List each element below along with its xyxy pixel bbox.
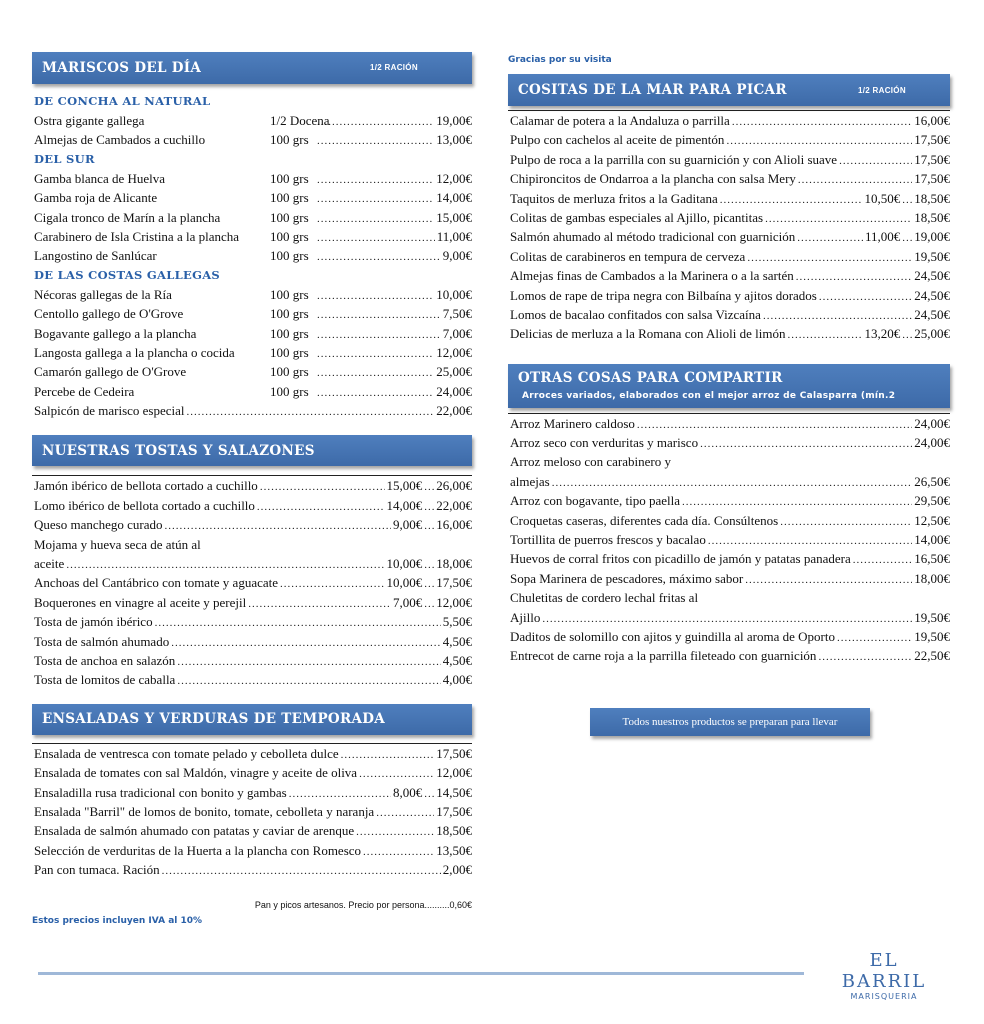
menu-item-price: 14,50€ (436, 784, 472, 800)
ensaladas-banner (32, 704, 472, 735)
menu-item-name: Salpicón de marisco especial (34, 403, 185, 419)
ensaladas-title: ENSALADAS Y VERDURAS DE TEMPORADA (42, 711, 386, 728)
leader-dots (162, 862, 441, 881)
menu-item-unit: 100 grs (270, 228, 309, 244)
menu-item-row (508, 266, 950, 285)
footer-divider (38, 972, 804, 975)
menu-item-price: 16,00€ (914, 113, 950, 128)
menu-item-name: Lomos de bacalao confitados con salsa Vizcaína (510, 306, 761, 322)
menu-item-unit: 100 grs (270, 344, 309, 360)
half-ration-price: 8,00€ (393, 784, 423, 800)
tostas-list (32, 475, 472, 689)
menu-item-name: Arroz Marinero caldoso (510, 415, 635, 431)
menu-item-row (508, 247, 950, 266)
menu-item-row (32, 821, 472, 840)
menu-item-price: 4,00€ (442, 672, 472, 688)
menu-item-name: Entrecot de carne roja a la parrilla fileteado con guarnición (510, 648, 817, 664)
menu-item-row (32, 744, 472, 763)
menu-item-row (32, 612, 472, 631)
menu-item-name: Sopa Marinera de pescadores, máximo sabor (510, 570, 744, 586)
menu-item-price: 17,50€ (914, 151, 950, 167)
menu-item-price: 17,50€ (436, 575, 472, 591)
menu-item-row (508, 472, 950, 491)
menu-item-name: Centollo gallego de O'Grove (34, 306, 184, 322)
ensaladas-list (32, 743, 472, 880)
menu-item-price: 25,00€ (436, 364, 472, 380)
menu-item-row (32, 324, 472, 343)
menu-item-row (32, 130, 472, 149)
menu-item-price: 16,50€ (914, 551, 950, 567)
menu-item-row (32, 343, 472, 362)
menu-item-price: 11,00€ (436, 228, 472, 244)
menu-item-name: Anchoas del Cantábrico con tomate y aguacate (34, 575, 279, 591)
menu-item-row (508, 491, 950, 510)
cositas-title: COSITAS DE LA MAR PARA PICAR (518, 82, 787, 98)
menu-item-row (32, 593, 472, 612)
menu-item-row (508, 208, 950, 227)
menu-item-price: 4,50€ (442, 652, 472, 668)
menu-item-row (508, 227, 950, 246)
menu-item-price: 25,00€ (914, 326, 950, 342)
menu-item-price: 19,50€ (914, 248, 950, 264)
menu-item-name: Ensalada de tomates con sal Maldón, vinagre y aceite de oliva (34, 765, 358, 781)
menu-item-unit: 100 grs (270, 132, 309, 148)
menu-item-name: Camarón gallego de O'Grove (34, 364, 187, 380)
menu-item-name: Langosta gallega a la plancha o cocida (34, 344, 235, 360)
menu-item-price: 7,00€ (442, 325, 472, 341)
menu-item-name: Calamar de potera a la Andaluza o parrilla (510, 113, 730, 128)
menu-item-name: Ensalada de ventresca con tomate pelado y cebolleta dulce (34, 745, 339, 761)
menu-item-name: Langostino de Sanlúcar (34, 248, 157, 264)
menu-item-row (508, 305, 950, 324)
leader-dots (818, 648, 912, 667)
menu-item-name: Arroz con bogavante, tipo paella (510, 493, 681, 509)
menu-item-price: 17,50€ (436, 803, 472, 819)
menu-item-row (508, 511, 950, 530)
leader-dots (317, 132, 434, 151)
menu-item-unit: 100 grs (270, 383, 309, 399)
menu-item-name: Jamón ibérico de bellota cortado a cuchillo (34, 478, 258, 494)
menu-item-row (508, 588, 950, 607)
menu-item-row (32, 496, 472, 515)
menu-item-row (32, 382, 472, 401)
menu-item-row (32, 246, 472, 265)
menu-item-name: Carabinero de Isla Cristina a la plancha (34, 228, 240, 244)
menu-item-unit: 100 grs (270, 209, 309, 225)
menu-item-name: Boquerones en vinagre al aceite y perejil (34, 594, 247, 610)
menu-item-price: 17,50€ (914, 132, 950, 148)
menu-item-price: 4,50€ (442, 633, 472, 649)
menu-item-name: aceite (34, 556, 65, 572)
menu-item-name: Colitas de gambas especiales al Ajillo, picantitas (510, 209, 764, 225)
menu-item-name: Tortillita de puerros frescos y bacalao (510, 532, 706, 548)
menu-item-row (508, 627, 950, 646)
menu-item-row (32, 783, 472, 802)
menu-item-row (32, 763, 472, 782)
menu-item-name: almejas (510, 473, 550, 489)
bread-note: Pan y picos artesanos. Precio por persona..........0,60€ (254, 899, 472, 910)
subsection-heading: DEL SUR (34, 151, 95, 166)
menu-item-name: Ensaladilla rusa tradicional con bonito y gambas (34, 784, 287, 800)
menu-item-name: Queso manchego curado (34, 517, 163, 533)
menu-item-row (32, 227, 472, 246)
cositas-list (508, 110, 950, 344)
menu-item-price: 12,00€ (436, 594, 472, 610)
tostas-title: NUESTRAS TOSTAS Y SALAZONES (42, 442, 315, 459)
menu-item-unit: 100 grs (270, 248, 309, 264)
menu-item-name: Almejas finas de Cambados a la Marinera o a la sartén (510, 268, 794, 284)
menu-item-name: Gamba blanca de Huelva (34, 170, 166, 186)
menu-item-name: Lomo ibérico de bellota cortado a cuchillo (34, 497, 255, 513)
menu-item-price: 17,50€ (914, 171, 950, 187)
menu-item-row (32, 841, 472, 860)
menu-item-price: 18,50€ (914, 190, 950, 206)
menu-item-row (508, 433, 950, 452)
menu-item-name: Pulpo con cachelos al aceite de pimentón (510, 132, 725, 148)
menu-item-price: 22,00€ (436, 403, 472, 419)
menu-item-price: 26,50€ (914, 473, 950, 489)
half-ration-price: 13,20€ (864, 326, 901, 342)
menu-item-name: Taquitos de merluza fritos a la Gaditana (510, 190, 718, 206)
menu-item-price: 24,00€ (914, 415, 950, 431)
menu-item-name: Mojama y hueva seca de atún al (34, 536, 201, 552)
menu-item-name: Percebe de Cedeira (34, 383, 135, 399)
mariscos-title: MARISCOS DEL DÍA (42, 60, 202, 76)
menu-item-name: Nécoras gallegas de la Ría (34, 286, 172, 302)
menu-item-name: Ajillo (510, 609, 541, 625)
menu-item-row (508, 608, 950, 627)
compartir-title: OTRAS COSAS PARA COMPARTIR (518, 369, 783, 386)
menu-item-row (32, 554, 472, 573)
menu-item-price: 18,00€ (914, 570, 950, 586)
menu-item-price: 14,00€ (436, 190, 472, 206)
menu-item-row (32, 670, 472, 689)
menu-item-price: 22,50€ (914, 648, 950, 664)
leader-dots (787, 326, 862, 345)
menu-item-row (32, 515, 472, 534)
half-ration-price: 10,50€ (864, 190, 901, 206)
menu-item-price: 24,00€ (914, 435, 950, 451)
cositas-half-ration-tag: 1/2 RACIÓN (858, 86, 906, 95)
menu-item-price: 18,00€ (436, 556, 472, 572)
menu-item-name: Delicias de merluza a la Romana con Alioli de limón (510, 326, 786, 342)
menu-item-row (32, 535, 472, 554)
menu-item-price: 15,00€ (436, 209, 472, 225)
menu-item-row (508, 150, 950, 169)
menu-item-name: Daditos de solomillo con ajitos y guindilla al aroma de Oporto (510, 628, 835, 644)
logo-sub-text: MARISQUERIA (850, 992, 918, 1001)
leader-dots (317, 248, 441, 267)
menu-item-row (32, 285, 472, 304)
tostas-banner (32, 435, 472, 466)
menu-item-row (508, 286, 950, 305)
menu-item-price: 13,50€ (436, 842, 472, 858)
menu-item-name: Cigala tronco de Marín a la plancha (34, 209, 221, 225)
menu-item-name: Ostra gigante gallega (34, 113, 145, 128)
logo-brand-text: EL BARRIL (841, 950, 927, 992)
half-ration-price: 7,00€ (393, 594, 423, 610)
menu-item-row (32, 573, 472, 592)
menu-item-name: Tosta de salmón ahumado (34, 633, 170, 649)
menu-item-price: 24,00€ (436, 383, 472, 399)
mariscos-half-ration-tag: 1/2 RACIÓN (370, 63, 418, 72)
menu-item-price: 19,50€ (914, 628, 950, 644)
menu-item-row (32, 304, 472, 323)
menu-item-price: 19,00€ (436, 113, 472, 128)
menu-item-row (508, 130, 950, 149)
subsection-heading: DE CONCHA AL NATURAL (34, 94, 211, 108)
menu-item-row (508, 414, 950, 433)
menu-item-row (32, 188, 472, 207)
menu-item-unit: 100 grs (270, 306, 309, 322)
menu-item-name: Ensalada "Barril" de lomos de bonito, tomate, cebolleta y naranja (34, 803, 375, 819)
menu-item-price: 24,50€ (914, 287, 950, 303)
menu-item-price: 18,50€ (914, 209, 950, 225)
menu-item-price: 17,50€ (436, 745, 472, 761)
mariscos-section (32, 92, 472, 420)
menu-item-name: Gamba roja de Alicante (34, 190, 158, 206)
menu-item-name: Colitas de carabineros en tempura de cerveza (510, 248, 746, 264)
menu-item-name: Chipironcitos de Ondarroa a la plancha con salsa Mery (510, 171, 796, 187)
menu-item-row (508, 452, 950, 471)
menu-item-name: Bogavante gallego a la plancha (34, 325, 197, 341)
menu-item-unit: 100 grs (270, 286, 309, 302)
menu-item-row (508, 169, 950, 188)
menu-item-price: 13,00€ (436, 132, 472, 148)
el-barril-logo (828, 930, 940, 1010)
menu-item-price: 29,50€ (914, 493, 950, 509)
menu-item-price: 24,50€ (914, 306, 950, 322)
menu-item-row (32, 860, 472, 879)
menu-item-name: Salmón ahumado al método tradicional con guarnición (510, 229, 796, 245)
menu-item-row (508, 549, 950, 568)
menu-item-price: 12,00€ (436, 765, 472, 781)
menu-item-unit: 1/2 Docena (270, 113, 330, 128)
menu-item-name: Almejas de Cambados a cuchillo (34, 132, 206, 148)
menu-item-name: Pan con tumaca. Ración (34, 862, 160, 878)
menu-item-row (32, 111, 472, 130)
menu-item-row (32, 401, 472, 420)
cositas-banner (508, 74, 950, 106)
menu-item-row (32, 802, 472, 821)
mariscos-list (32, 92, 472, 420)
menu-item-row (32, 208, 472, 227)
menu-item-price: 16,00€ (436, 517, 472, 533)
compartir-list (508, 413, 950, 666)
menu-item-name: Pulpo de roca a la parrilla con su guarnición y con Alioli suave (510, 151, 838, 167)
leader-dots (902, 326, 912, 345)
menu-item-price: 24,50€ (914, 268, 950, 284)
menu-item-row (32, 632, 472, 651)
menu-item-price: 22,00€ (436, 497, 472, 513)
right-column (508, 55, 950, 666)
menu-item-row (32, 362, 472, 381)
menu-item-price: 12,50€ (914, 512, 950, 528)
menu-item-row (508, 646, 950, 665)
menu-item-price: 26,00€ (436, 478, 472, 494)
compartir-banner (508, 364, 950, 408)
menu-item-price: 9,00€ (442, 248, 472, 264)
half-ration-price: 14,00€ (386, 497, 423, 513)
half-ration-price: 15,00€ (386, 478, 423, 494)
menu-item-unit: 100 grs (270, 190, 309, 206)
thanks-note: Gracias por su visita (508, 55, 612, 65)
menu-item-row (508, 189, 950, 208)
menu-item-price: 2,00€ (442, 862, 472, 878)
left-column (32, 52, 472, 926)
menu-item-name: Arroz seco con verduritas y marisco (510, 435, 699, 451)
menu-item-row (32, 651, 472, 670)
subsection-heading: DE LAS COSTAS GALLEGAS (34, 267, 221, 282)
menu-item-unit: 100 grs (270, 325, 309, 341)
menu-item-name: Tosta de jamón ibérico (34, 614, 153, 630)
menu-item-price: 12,00€ (436, 170, 472, 186)
menu-item-name: Arroz meloso con carabinero y (510, 454, 671, 470)
leader-dots (177, 672, 440, 691)
menu-item-price: 7,50€ (442, 306, 472, 322)
vat-note: Estos precios incluyen IVA al 10% (32, 915, 203, 926)
leader-dots (187, 403, 435, 422)
menu-item-row (32, 476, 472, 495)
menu-item-price: 10,00€ (436, 286, 472, 302)
menu-item-price: 5,50€ (442, 614, 472, 630)
half-ration-price: 9,00€ (393, 517, 423, 533)
menu-item-name: Croquetas caseras, diferentes cada día. Consúltenos (510, 512, 779, 528)
menu-item-row (508, 111, 950, 130)
compartir-subtitle: Arroces variados, elaborados con el mejor arroz de Calasparra (mín.2 (522, 390, 896, 401)
half-ration-price: 10,00€ (386, 575, 423, 591)
menu-item-name: Tosta de lomitos de caballa (34, 672, 176, 688)
menu-item-row (508, 324, 950, 343)
menu-item-name: Chuletitas de cordero lechal fritas al (510, 590, 699, 606)
menu-item-name: Selección de verduritas de la Huerta a la plancha con Romesco (34, 842, 362, 858)
take-away-banner: Todos nuestros productos se preparan para llevar (590, 708, 870, 736)
menu-item-name: Huevos de corral fritos con picadillo de jamón y patatas panadera (510, 551, 851, 567)
half-ration-price: 10,00€ (386, 556, 423, 572)
menu-item-unit: 100 grs (270, 364, 309, 380)
menu-item-price: 19,50€ (914, 609, 950, 625)
mariscos-banner (32, 52, 472, 84)
menu-item-name: Tosta de anchoa en salazón (34, 652, 176, 668)
menu-item-price: 19,00€ (914, 229, 950, 245)
menu-item-row (508, 569, 950, 588)
menu-item-name: Ensalada de salmón ahumado con patatas y caviar de arenque (34, 823, 355, 839)
menu-item-unit: 100 grs (270, 170, 309, 186)
menu-item-row (32, 169, 472, 188)
menu-item-row (508, 530, 950, 549)
menu-item-price: 12,00€ (436, 344, 472, 360)
menu-item-price: 14,00€ (914, 532, 950, 548)
menu-item-price: 18,50€ (436, 823, 472, 839)
menu-item-name: Lomos de rape de tripa negra con Bilbaína y ajitos dorados (510, 287, 817, 303)
half-ration-price: 11,00€ (864, 229, 901, 245)
